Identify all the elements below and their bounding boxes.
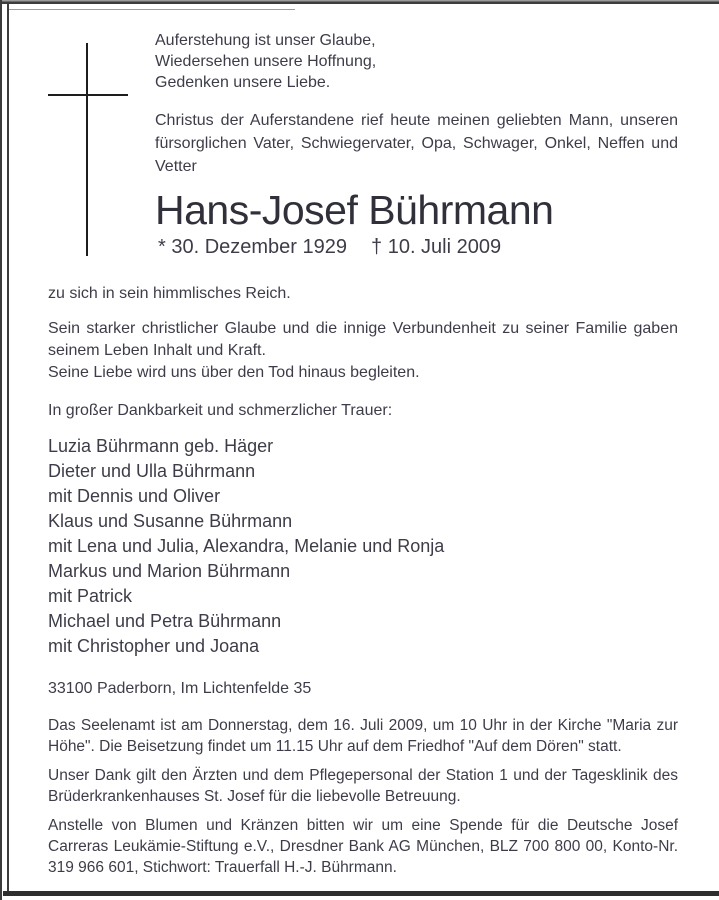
mourner-line: mit Lena und Julia, Alexandra, Melanie und Ronja: [48, 536, 445, 556]
verse-line: Wiedersehen unsere Hoffnung,: [155, 53, 377, 70]
mourner-line: mit Christopher und Joana: [48, 636, 260, 656]
closing-block: [48, 715, 678, 878]
donation-paragraph: Anstelle von Blumen und Kränzen bitten wir um eine Spende für die Deutsche Josef Carreras Leukämie-Stiftung e.V., Dresdner Bank AG München, BLZ 700 800 00, Konto-Nr. 319 966 601, Stichwort: Trauerfall H.-J. Bührmann.: [48, 817, 678, 876]
mourner-line: Luzia Bührmann geb. Häger: [48, 436, 274, 456]
death-date: † 10. Juli 2009: [371, 236, 502, 258]
deceased-name: Hans-Josef Bührmann: [155, 187, 554, 233]
mourner-line: Michael und Petra Bührmann: [48, 611, 282, 631]
notice-content: [48, 30, 678, 886]
life-dates: [158, 236, 678, 259]
mourners-list: [48, 434, 678, 659]
mourner-line: Dieter und Ulla Bührmann: [48, 461, 256, 481]
service-paragraph: Das Seelenamt ist am Donnerstag, dem 16. Juli 2009, um 10 Uhr in der Kirche "Maria zur Höhe". Die Beisetzung findet um 11.15 Uhr auf dem Friedhof "Auf dem Dören" statt.: [48, 717, 678, 755]
tribute-sentence: Sein starker christlicher Glaube und die innige Verbundenheit zu seiner Familie gaben seinem Leben Inhalt und Kraft.: [48, 320, 678, 359]
tribute-sentence: Seine Liebe wird uns über den Tod hinaus begleiten.: [48, 364, 420, 381]
frame-top-inner-border: [8, 9, 295, 10]
thanks-paragraph: Unser Dank gilt den Ärzten und dem Pflegepersonal der Station 1 und der Tagesklinik des Brüderkrankenhauses St. Josef für die liebevolle Betreuung.: [48, 767, 678, 805]
frame-top-border: [0, 0, 719, 4]
continuation-line: zu sich in sein himmlisches Reich.: [48, 285, 291, 302]
notice-header-block: [155, 30, 678, 259]
tribute-block: [48, 318, 678, 384]
verse-line: Gedenken unsere Liebe.: [155, 74, 331, 91]
frame-bottom-border: [3, 891, 719, 896]
mourner-line: Klaus und Susanne Bührmann: [48, 511, 293, 531]
frame-left-outer-border: [0, 0, 2, 900]
mourning-intro: In großer Dankbarkeit und schmerzlicher Trauer:: [48, 402, 393, 419]
address-line: 33100 Paderborn, Im Lichtenfelde 35: [48, 680, 312, 697]
mourner-line: mit Patrick: [48, 586, 133, 606]
birth-date: * 30. Dezember 1929: [158, 236, 348, 258]
mourner-line: Markus und Marion Bührmann: [48, 561, 291, 581]
verse-line: Auferstehung ist unser Glaube,: [155, 32, 376, 49]
frame-left-inner-border: [7, 3, 9, 896]
intro-paragraph: Christus der Auferstandene rief heute meinen geliebten Mann, unseren fürsorglichen Vater, Schwiegervater, Opa, Schwager, Onkel, Neffen und Vetter: [155, 112, 678, 175]
mourner-line: mit Dennis und Oliver: [48, 486, 221, 506]
